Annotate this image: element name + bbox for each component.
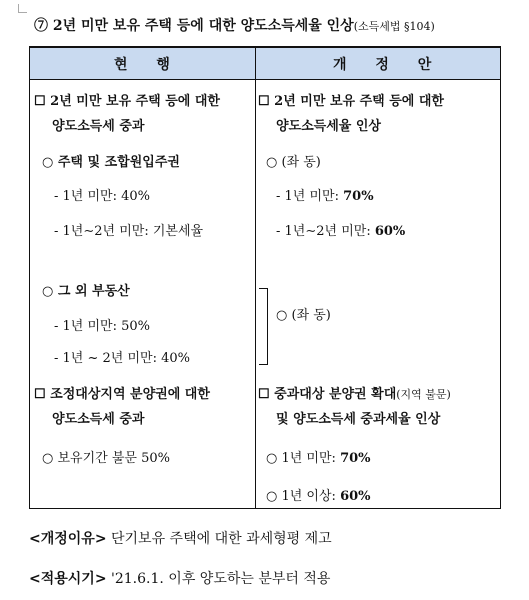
section-title-law-ref: (소득세법 §104) <box>353 20 435 33</box>
header-current: 현 행 <box>114 57 182 73</box>
column-divider <box>255 48 256 508</box>
table-header <box>30 48 500 80</box>
revised-house-rate-2 <box>276 220 405 239</box>
revised-section1-line1: ☐ 2년 미만 보유 주택 등에 대한 <box>258 94 444 109</box>
revised-section2-item-1 <box>266 447 371 466</box>
revised-section2-line1-note: (지역 불문) <box>396 388 451 401</box>
current-other-rate-1: - 1년 미만: 50% <box>54 319 151 334</box>
current-house-heading: ○ 주택 및 조합원입주권 <box>42 155 180 170</box>
revised-house-rate-1-value: 70% <box>343 189 374 204</box>
revised-section1-line2: 양도소득세율 인상 <box>276 119 381 134</box>
footer-apply-text: '21.6.1. 이후 양도하는 분부터 적용 <box>106 571 331 587</box>
current-section1-line1: ☐ 2년 미만 보유 주택 등에 대한 <box>34 94 220 109</box>
revised-section2-item-2-value: 60% <box>340 489 371 504</box>
revised-house-rate-1 <box>276 185 374 204</box>
current-other-heading: ○ 그 외 부동산 <box>42 284 130 299</box>
revised-section2-item-1-label: ○ 1년 미만: <box>266 451 341 466</box>
revised-section2-item-2-label: ○ 1년 이상: <box>266 489 341 504</box>
current-section1-line2: 양도소득세 중과 <box>52 119 145 134</box>
footer-apply-label: <적용시기> <box>29 571 107 587</box>
corner-mark <box>18 4 27 13</box>
revised-house-rate-2-value: 60% <box>374 224 406 239</box>
footer-apply <box>29 568 330 588</box>
current-section2-line2: 양도소득세 중과 <box>52 412 145 427</box>
footer-reason-label: <개정이유> <box>29 531 107 547</box>
header-revised: 개 정 안 <box>333 57 444 73</box>
current-other-rate-2: - 1년 ~ 2년 미만: 40% <box>54 351 190 366</box>
current-section2-item: ○ 보유기간 불문 50% <box>42 451 170 466</box>
revised-section2-item-1-value: 70% <box>340 451 371 466</box>
revised-section2-line1-bold: ☐ 중과대상 분양권 확대 <box>258 387 397 402</box>
section-title <box>34 15 435 35</box>
revised-house-rate-2-label: - 1년∼2년 미만: <box>276 224 375 239</box>
revised-section2-line1 <box>258 383 451 402</box>
revised-section2-item-2 <box>266 485 371 504</box>
current-section2-line1: ☐ 조정대상지역 분양권에 대한 <box>34 387 210 402</box>
footer-reason <box>29 528 332 548</box>
revised-house-rate-1-label: - 1년 미만: <box>276 189 344 204</box>
footer-reason-text: 단기보유 주택에 대한 과세형평 제고 <box>106 531 332 547</box>
bracket-mark <box>259 288 268 365</box>
current-house-rate-1: - 1년 미만: 40% <box>54 189 151 204</box>
revised-section2-line2: 및 양도소득세 중과세율 인상 <box>276 412 441 427</box>
revised-same-as-left-2: ○ (좌 동) <box>276 308 331 323</box>
section-title-main: ⑦ 2년 미만 보유 주택 등에 대한 양도소득세율 인상 <box>34 18 354 34</box>
comparison-table <box>29 46 501 509</box>
current-house-rate-2: - 1년∼2년 미만: 기본세율 <box>54 224 204 239</box>
revised-same-as-left-1: ○ (좌 동) <box>266 155 321 170</box>
